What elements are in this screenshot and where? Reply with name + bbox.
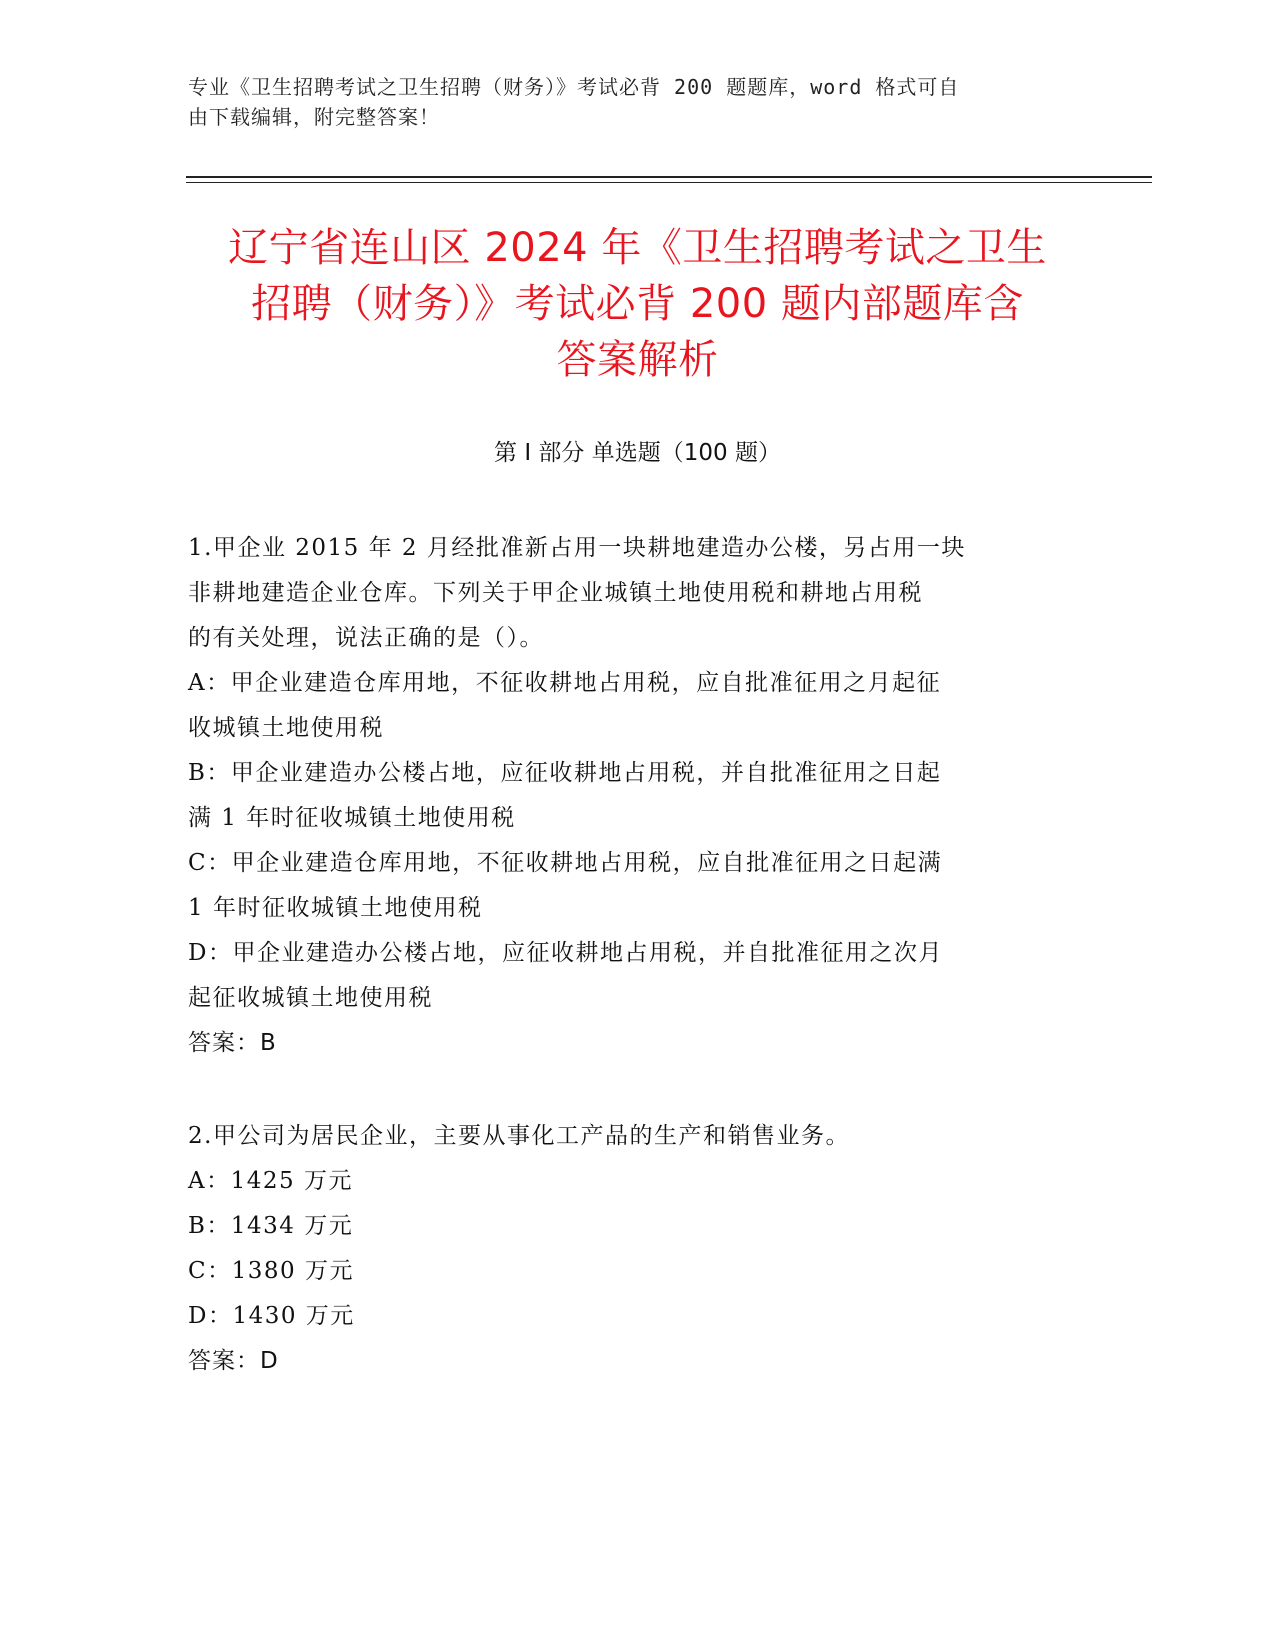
question-stem-line: 2.甲公司为居民企业，主要从事化工产品的生产和销售业务。 — [188, 1123, 850, 1149]
question-2 — [188, 1114, 1078, 1384]
question-stem-line: 非耕地建造企业仓库。下列关于甲企业城镇土地使用税和耕地占用税 — [188, 580, 923, 606]
option-b-line: 满 1 年时征收城镇土地使用税 — [188, 805, 516, 831]
intro-line: 专业《卫生招聘考试之卫生招聘（财务）》考试必背 200 题题库，word 格式可自 — [188, 75, 960, 99]
option-d-line: 起征收城镇土地使用税 — [188, 985, 433, 1011]
option-c-line: C：1380 万元 — [188, 1258, 354, 1284]
document-title — [160, 220, 1115, 388]
intro-line: 由下载编辑，附完整答案！ — [188, 105, 440, 129]
question-stem-line: 1.甲企业 2015 年 2 月经批准新占用一块耕地建造办公楼，另占用一块 — [188, 535, 966, 561]
question-stem-line: 的有关处理，说法正确的是（）。 — [188, 625, 544, 651]
header-divider-thick — [186, 176, 1152, 178]
option-a-line: 收城镇土地使用税 — [188, 715, 384, 741]
option-c-line: C：甲企业建造仓库用地，不征收耕地占用税，应自批准征用之日起满 — [188, 850, 943, 876]
option-d-line: D：甲企业建造办公楼占地，应征收耕地占用税，并自批准征用之次月 — [188, 940, 943, 966]
title-line: 答案解析 — [556, 337, 719, 383]
option-b-line: B：1434 万元 — [188, 1213, 354, 1239]
option-b-line: B：甲企业建造办公楼占地，应征收耕地占用税，并自批准征用之日起 — [188, 760, 942, 786]
answer-label: 答案：B — [188, 1030, 277, 1056]
intro-text — [188, 72, 1068, 132]
option-a-line: A：1425 万元 — [188, 1168, 353, 1194]
title-line: 招聘（财务）》考试必背 200 题内部题库含 — [251, 281, 1024, 327]
answer-label: 答案：D — [188, 1348, 279, 1374]
question-1 — [188, 526, 1078, 1066]
option-a-line: A：甲企业建造仓库用地，不征收耕地占用税，应自批准征用之月起征 — [188, 670, 942, 696]
option-d-line: D：1430 万元 — [188, 1303, 355, 1329]
title-line: 辽宁省连山区 2024 年《卫生招聘考试之卫生 — [228, 225, 1047, 271]
section-heading: 第 I 部分 单选题（100 题） — [494, 440, 781, 466]
header-divider-thin — [186, 182, 1152, 183]
option-c-line: 1 年时征收城镇土地使用税 — [188, 895, 483, 921]
